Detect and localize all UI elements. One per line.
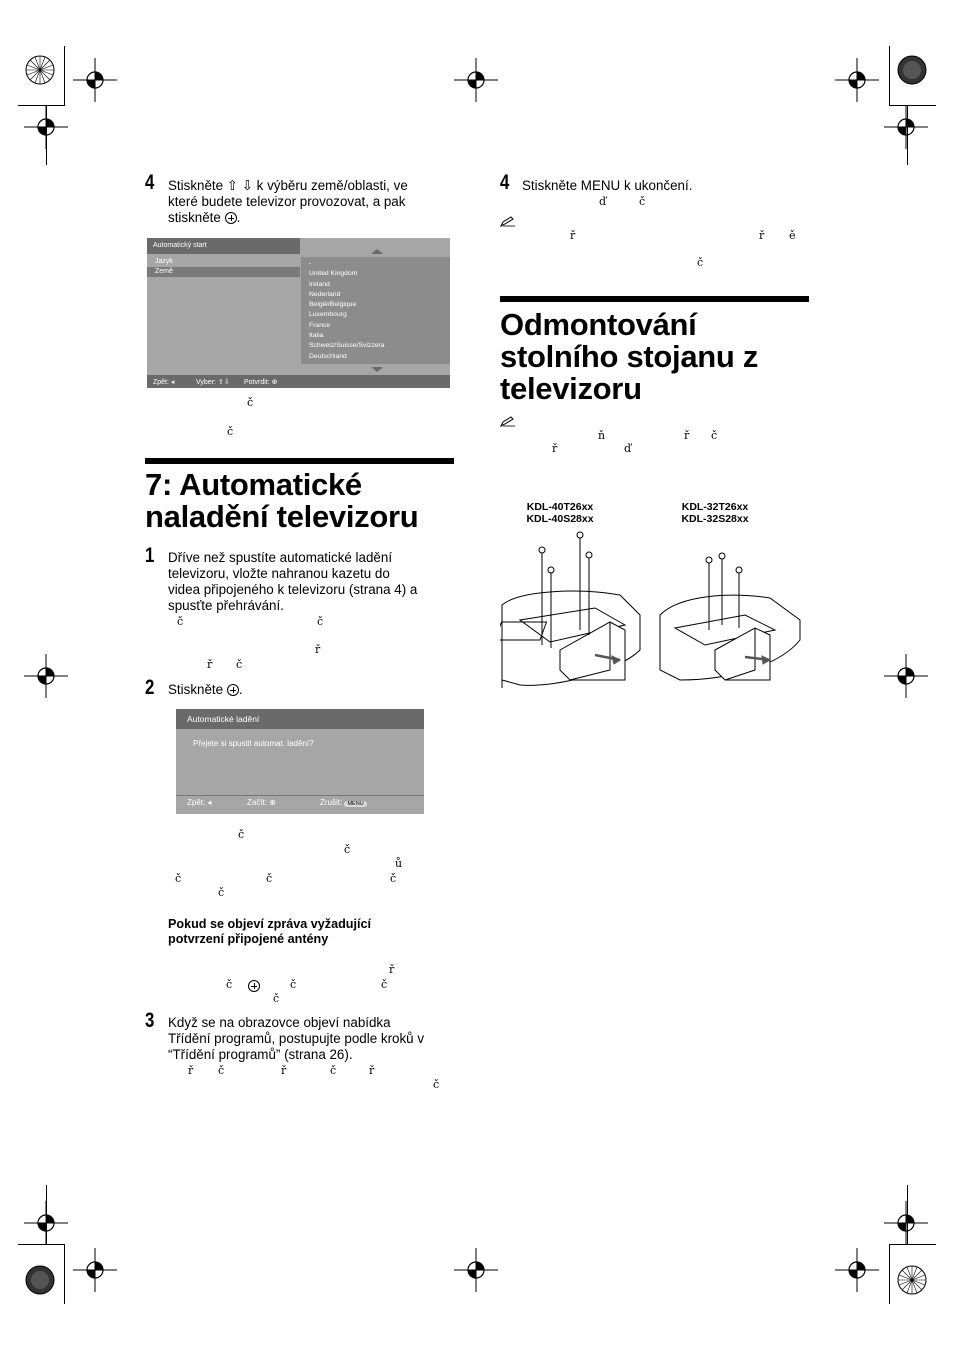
country-option[interactable]: Luxembourg [309,311,347,319]
faint-glyph: ř [759,229,765,242]
menu-item-language: Jazyk [155,258,173,265]
step-number: 4 [145,171,155,194]
faint-glyph: č [639,195,646,208]
country-option[interactable]: - [309,260,312,267]
section-rule [500,296,809,302]
faint-glyph: ř [188,1064,194,1077]
country-option[interactable]: Nederland [309,290,341,298]
auto-tuning-dialog-screenshot [176,709,424,814]
model-label-40: KDL-40T26xx KDL-40S28xx [526,501,594,525]
footer-confirm: Potvrdit: ⊕ [244,379,278,386]
faint-glyph: č [381,978,388,991]
faint-glyph: ď [624,442,632,455]
country-option[interactable]: United Kingdom [309,270,358,278]
faint-glyph: č [247,396,254,409]
dialog-question: Přejete si spustit automat. ladění? [193,739,314,748]
step-number: 3 [145,1009,155,1032]
footer-cancel: Zrušit: MENU [320,798,367,807]
faint-glyph: č [330,1064,337,1077]
faint-glyph: č [238,828,245,841]
step-4-text: Stiskněte ⇧ ⇩ k výběru země/oblasti, ve které budete televizor provozovat, a pak stiskněte . [168,178,408,225]
faint-glyph: č [236,658,243,671]
faint-glyph: č [218,886,225,899]
country-option[interactable]: België/Belgique [309,301,357,309]
note-pencil-icon [500,416,516,427]
faint-glyph: č [177,615,184,628]
scroll-up-icon [371,249,383,254]
antenna-heading: Pokud se objeví zpráva vyžadující potvrzení připojené antény [168,917,371,946]
step-2-text: Stiskněte . [168,682,243,697]
step-1-text: Dříve než spustíte automatické ladění televizoru, vložte nahranou kazetu do videa připojeného k televizoru (strana 4) a spusťte přehrávání. [168,550,418,613]
footer-start: Začít: ⊕ [247,798,276,807]
faint-glyph: ř [389,963,395,976]
faint-glyph: č [226,978,233,991]
country-option[interactable]: Deutschland [309,352,347,360]
faint-glyph: č [697,256,704,269]
section-rule [145,458,454,464]
faint-glyph: č [711,429,718,442]
faint-glyph: ř [369,1064,375,1077]
faint-glyph: č [175,872,182,885]
faint-glyph: č [266,872,273,885]
step-number: 2 [145,676,155,699]
section-title-remove-stand: Odmontování stolního stojanu z televizoru [500,307,759,406]
note-pencil-icon [500,216,516,227]
country-option[interactable]: France [309,321,331,329]
footer-back: Zpět: ◂ [153,379,175,386]
faint-glyph: ě [789,229,796,242]
step-number: 4 [500,171,510,194]
section-title-auto-tuning: 7: Automatické naladění televizoru [145,467,419,534]
step-number: 1 [145,544,155,567]
enter-button-icon [225,212,237,224]
model-label-32: KDL-32T26xx KDL-32S28xx [681,501,749,525]
country-menu-screenshot [147,238,450,388]
faint-glyph: ř [207,658,213,671]
stand-removal-illustration [500,530,810,690]
faint-glyph: ň [598,429,606,442]
faint-glyph: č [317,615,324,628]
footer-back: Zpět: ◂ [187,798,212,807]
dialog-title: Automatické ladění [187,714,260,724]
country-option[interactable]: Italia [309,332,324,340]
faint-glyph: č [290,978,297,991]
faint-glyph: ř [684,429,690,442]
menu-item-country: Země [155,268,173,275]
faint-glyph: ř [570,229,576,242]
step-3-text: Když se na obrazovce objeví nabídka Třídění programů, postupujte podle kroků v “Třídění programů” (strana 26). [168,1015,425,1062]
faint-glyph: č [273,992,280,1005]
faint-glyph: č [390,872,397,885]
country-option[interactable]: Ireland [309,280,330,288]
menu-key-icon: MENU [344,801,366,807]
faint-glyph: ř [281,1064,287,1077]
faint-glyph: ř [315,643,321,656]
faint-glyph: č [433,1078,440,1091]
country-option[interactable]: Schweiz/Suisse/Svizzera [309,342,385,350]
faint-glyph: č [218,1064,225,1077]
scroll-down-icon [371,367,383,372]
country-list [309,259,385,362]
enter-button-icon [227,684,239,696]
footer-select: Vyber: ⇧⇩ [196,379,230,386]
faint-glyph: č [344,843,351,856]
step-4-exit-text: Stiskněte MENU k ukončení. [522,178,693,193]
enter-button-icon [248,977,260,995]
faint-glyph: ď [599,195,607,208]
faint-glyph: ř [552,442,558,455]
faint-glyph: č [227,425,234,438]
screen-title: Automatický start [153,242,207,249]
faint-glyph: ů [395,857,403,870]
